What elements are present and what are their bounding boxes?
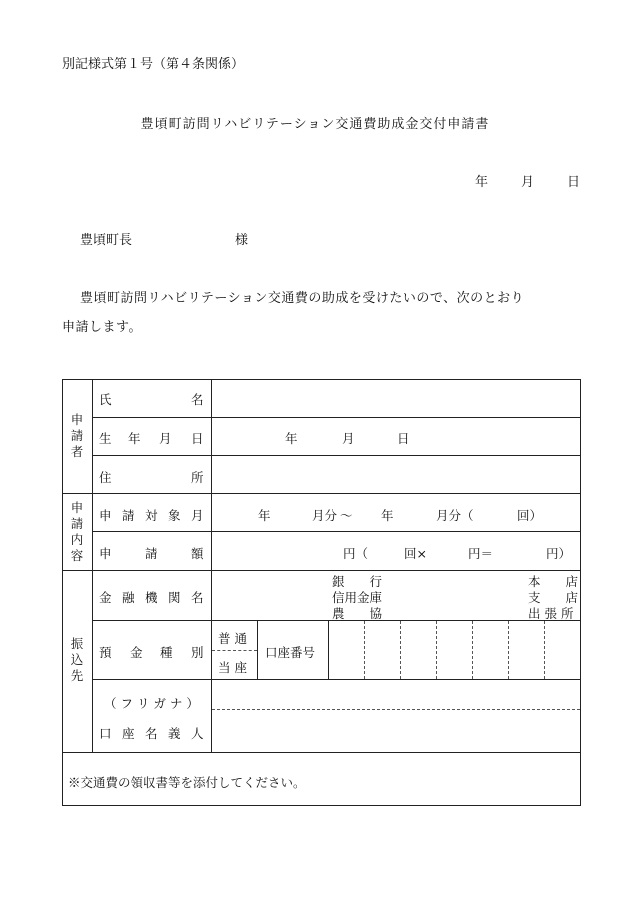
address-field[interactable] (212, 456, 580, 493)
transfer-group-label: 振込先 (70, 636, 84, 683)
institution-type-agri-coop: 農 協 (332, 606, 383, 621)
intro-text-line2: 申請します。 (62, 320, 142, 335)
branch-type-branch: 支 店 (528, 590, 579, 605)
deposit-type-ordinary[interactable]: 普 通 (218, 631, 247, 646)
amount-field[interactable]: 円（ 回× 円＝ 円） (343, 546, 572, 561)
furigana-label: （ フ リ ガ ナ ） (104, 696, 199, 711)
branch-type-sub-branch: 出 張 所 (528, 606, 574, 621)
account-holder-field[interactable] (212, 710, 580, 752)
addressee: 豊頃町長 (80, 233, 133, 248)
intro-text-line1: 豊頃町訪問リハビリテーション交通費の助成を受けたいので、次のとおり (80, 291, 525, 306)
content-group-label: 申請内容 (70, 500, 84, 563)
name-field[interactable] (212, 380, 580, 417)
branch-type-head-office: 本 店 (528, 574, 579, 589)
attachment-note: ※交通費の領収書等を添付してください。 (68, 775, 306, 790)
account-number-field[interactable] (329, 621, 580, 679)
document-title: 豊頃町訪問リハビリテーション交通費助成金交付申請書 (140, 117, 490, 132)
institution-type-bank: 銀 行 (332, 574, 383, 589)
honorific: 様 (235, 233, 249, 248)
target-month-field[interactable]: 年 月分 ～ 年 月分（ 回） (258, 508, 543, 523)
furigana-field[interactable] (212, 680, 580, 709)
dob-field[interactable]: 年 月 日 (285, 431, 410, 446)
institution-type-credit-union: 信用金庫 (332, 590, 383, 605)
institution-field[interactable] (212, 571, 580, 620)
date-year: 年 (475, 175, 489, 190)
deposit-type-current[interactable]: 当 座 (218, 660, 247, 675)
form-number: 別記様式第１号（第４条関係） (62, 57, 245, 72)
applicant-group-label: 申請者 (70, 412, 84, 459)
account-number-label: 口座番号 (265, 645, 316, 660)
date-day: 日 (567, 175, 581, 190)
date-month: 月 (521, 175, 535, 190)
